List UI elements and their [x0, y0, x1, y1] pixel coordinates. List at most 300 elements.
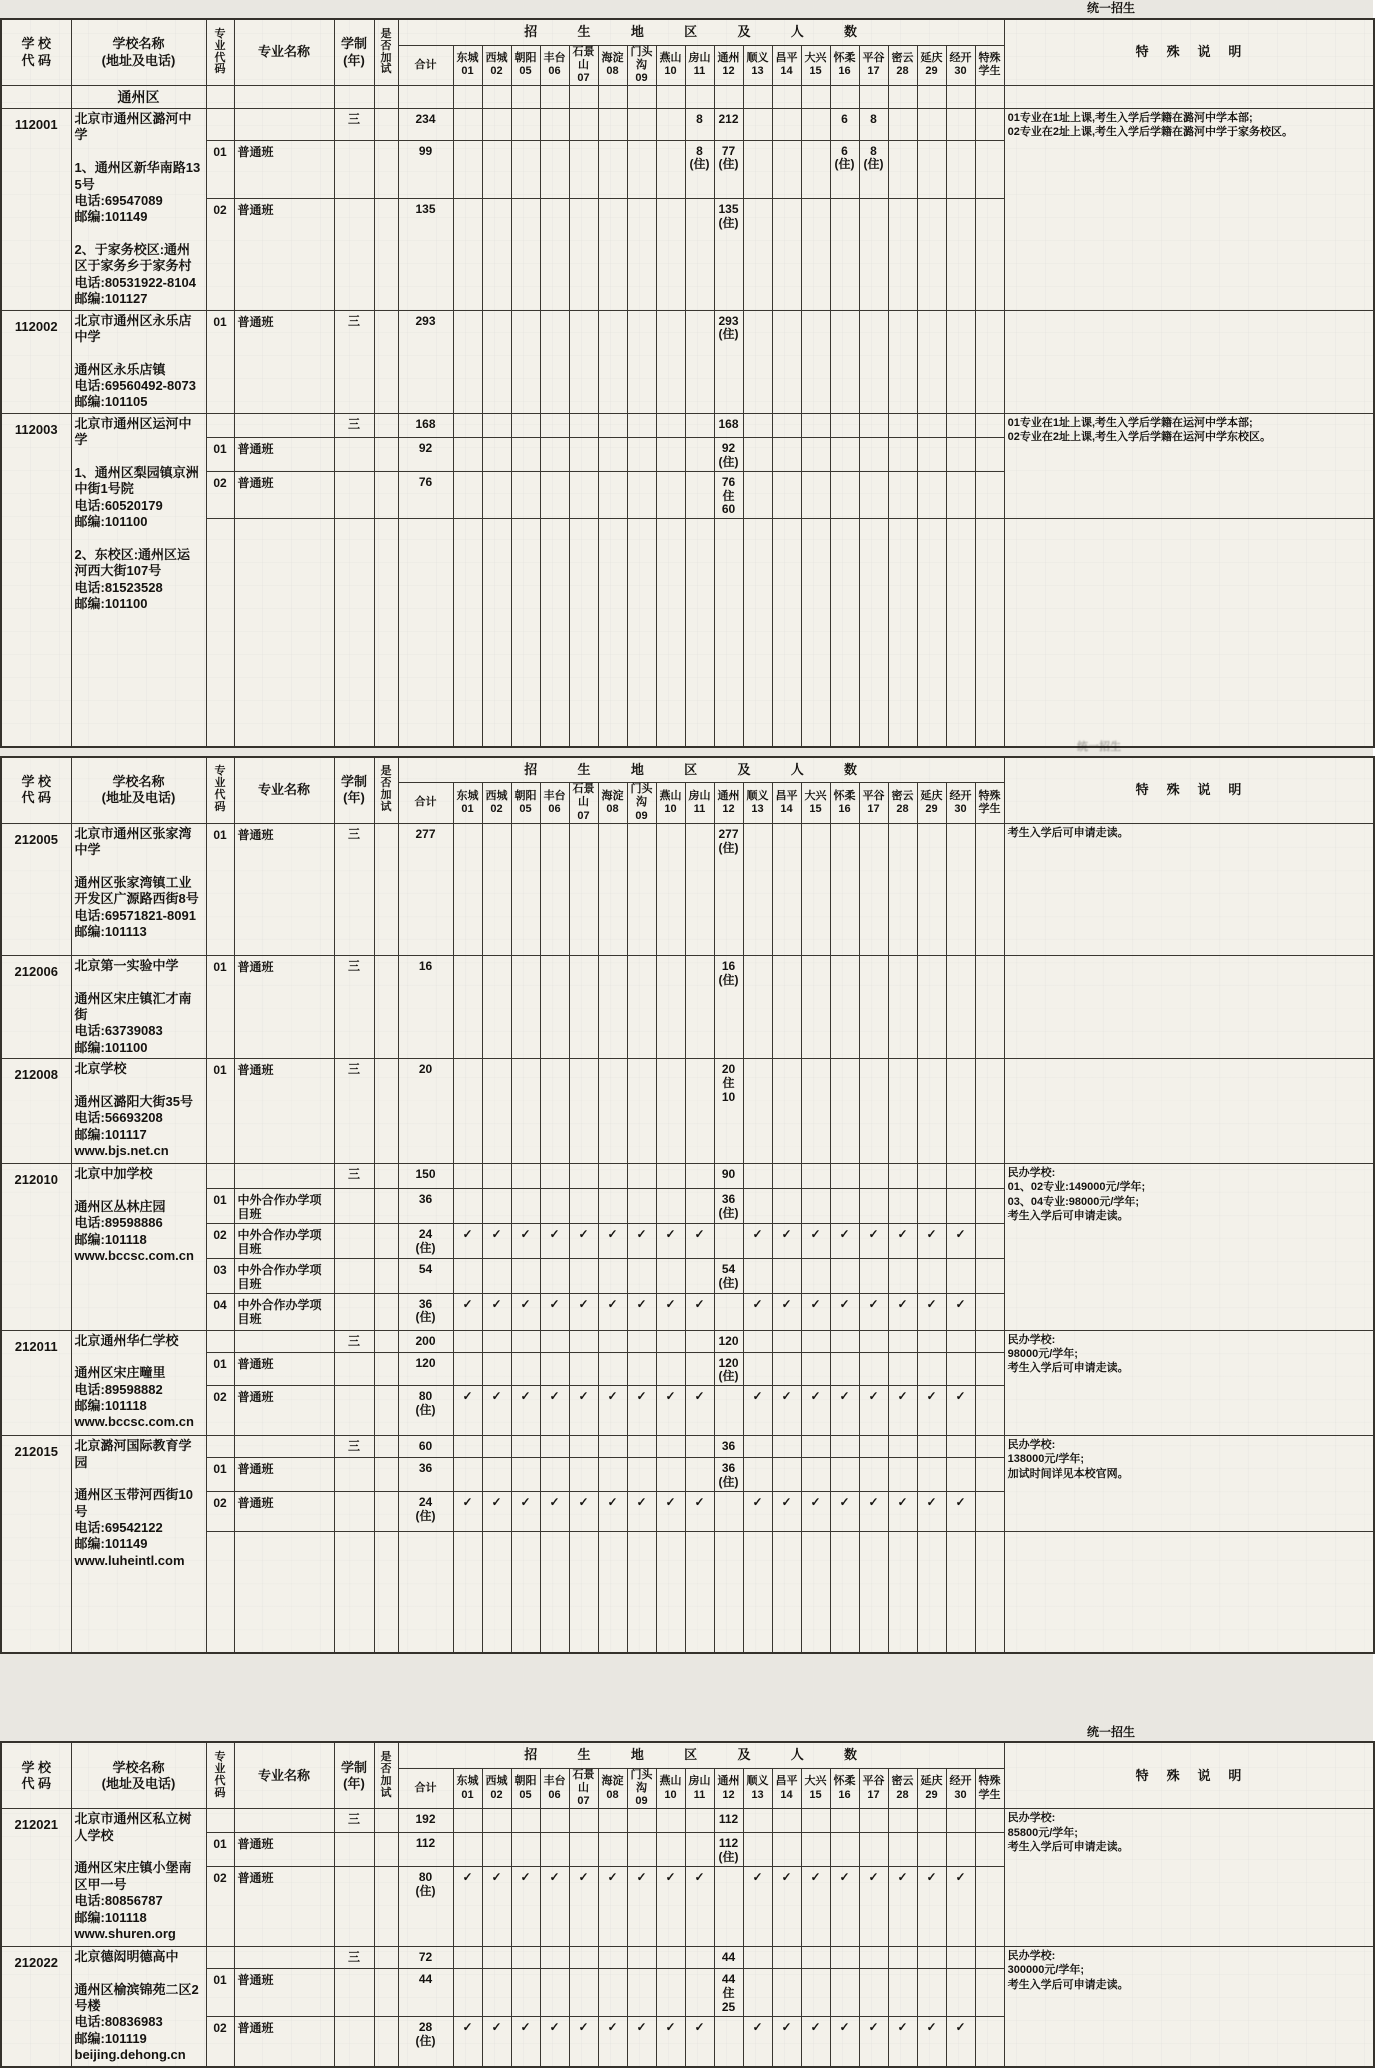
district-checkmark-cell: ✓ [946, 1386, 975, 1436]
district-count-cell [685, 823, 714, 955]
district-count-cell [859, 1352, 888, 1386]
district-count-cell [598, 1833, 627, 1867]
district-count-cell [511, 1969, 540, 2017]
district-count-cell [830, 310, 859, 413]
header-years: 学制 (年) [334, 19, 374, 86]
district-count-cell [743, 1189, 772, 1224]
district-count-cell: 36 [714, 1436, 743, 1458]
district-count-cell [859, 1258, 888, 1293]
district-count-cell [569, 1969, 598, 2017]
empty-cell [830, 519, 859, 747]
district-count-cell [627, 140, 656, 198]
district-count-cell [975, 310, 1004, 413]
district-checkmark-cell: ✓ [453, 1491, 482, 1531]
major-name-cell: 普通班 [234, 1969, 334, 2017]
district-count-cell [685, 1458, 714, 1492]
district-checkmark-cell: ✓ [946, 1491, 975, 1531]
major-code-cell: 02 [206, 198, 234, 310]
district-count-cell [656, 1833, 685, 1867]
header-district-2: 朝阳 05 [511, 783, 540, 824]
total-cell: 135 [398, 198, 453, 310]
district-count-cell [598, 1809, 627, 1833]
empty-cell [656, 1531, 685, 1653]
district-count-cell [482, 1436, 511, 1458]
major-row [1, 955, 1374, 1058]
district-count-cell [946, 413, 975, 437]
empty-cell [917, 519, 946, 747]
empty-cell [206, 519, 234, 747]
district-count-cell [598, 823, 627, 955]
special-note-cell: 民办学校: 01、02专业:149000元/学年; 03、04专业:98000元/学年; 考生入学后可申请走读。 [1004, 1164, 1374, 1331]
special-note-cell: 考生入学后可申请走读。 [1004, 823, 1374, 955]
section-empty-cell [772, 86, 801, 109]
empty-cell [334, 519, 374, 747]
district-count-cell [627, 1458, 656, 1492]
school-code-cell: 212021 [1, 1809, 71, 1947]
district-checkmark-cell: ✓ [685, 1866, 714, 1946]
empty-cell [374, 1531, 398, 1653]
district-checkmark-cell: ✓ [917, 2017, 946, 2067]
district-count-cell [453, 1436, 482, 1458]
district-count-cell [946, 310, 975, 413]
district-count-cell [627, 1330, 656, 1352]
district-count-cell [946, 140, 975, 198]
district-count-cell [975, 1969, 1004, 2017]
district-count-cell [859, 437, 888, 471]
district-count-cell [685, 413, 714, 437]
header-district-6: 门头沟 09 [627, 45, 656, 86]
district-count-cell [888, 140, 917, 198]
major-row [1, 310, 1374, 413]
empty-cell [511, 519, 540, 747]
district-checkmark-cell: ✓ [540, 2017, 569, 2067]
district-count-cell [482, 1458, 511, 1492]
special-note-cell [1004, 1059, 1374, 1164]
district-count-cell: 8 [685, 109, 714, 141]
district-count-cell [598, 1059, 627, 1164]
district-count-cell [917, 1436, 946, 1458]
district-count-cell [859, 471, 888, 518]
district-count-cell [453, 310, 482, 413]
district-checkmark-cell: ✓ [917, 1491, 946, 1531]
district-count-cell [975, 1833, 1004, 1867]
district-count-cell [511, 413, 540, 437]
district-checkmark-cell: ✓ [598, 1293, 627, 1330]
district-count-cell [685, 1258, 714, 1293]
empty-cell [398, 1531, 453, 1653]
district-count-cell [511, 471, 540, 518]
district-checkmark-cell: ✓ [917, 1386, 946, 1436]
district-checkmark-cell: ✓ [685, 1223, 714, 1258]
district-count-cell: 120 (住) [714, 1352, 743, 1386]
district-count-cell [685, 310, 714, 413]
district-count-cell [801, 823, 830, 955]
header-major-code: 专 业 代 码 [206, 19, 234, 86]
district-count-cell [453, 1164, 482, 1189]
district-count-cell [888, 1458, 917, 1492]
district-count-cell [830, 955, 859, 1058]
extra-test-cell [374, 413, 398, 437]
extra-test-cell [374, 1386, 398, 1436]
district-count-cell [801, 198, 830, 310]
total-cell: 99 [398, 140, 453, 198]
district-checkmark-cell: ✓ [482, 2017, 511, 2067]
district-count-cell [888, 413, 917, 437]
district-checkmark-cell: ✓ [859, 1223, 888, 1258]
district-count-cell [859, 198, 888, 310]
district-count-cell [569, 1833, 598, 1867]
header-district-16: 延庆 29 [917, 783, 946, 824]
district-count-cell [772, 823, 801, 955]
total-cell: 92 [398, 437, 453, 471]
header-district-18: 特殊 学生 [975, 783, 1004, 824]
extra-test-cell [374, 1352, 398, 1386]
special-note-cell: 民办学校: 138000元/学年; 加试时间详见本校官网。 [1004, 1436, 1374, 1532]
district-count-cell [946, 437, 975, 471]
empty-cell [830, 1531, 859, 1653]
district-count-cell [569, 1352, 598, 1386]
header-extra-test: 是 否 加 试 [374, 1742, 398, 1809]
district-count-cell [917, 310, 946, 413]
district-count-cell [772, 1436, 801, 1458]
section-empty-cell [374, 86, 398, 109]
major-code-cell: 02 [206, 1223, 234, 1258]
major-code-cell: 03 [206, 1258, 234, 1293]
district-count-cell [511, 1809, 540, 1833]
section-empty-cell [917, 86, 946, 109]
district-count-cell [482, 1258, 511, 1293]
district-count-cell [772, 437, 801, 471]
district-count-cell [743, 437, 772, 471]
district-count-cell [685, 437, 714, 471]
years-cell: 三 [334, 1946, 374, 1968]
district-count-cell [772, 1164, 801, 1189]
district-count-cell [946, 471, 975, 518]
school-total-row [1, 1164, 1374, 1189]
district-count-cell [453, 1330, 482, 1352]
header-district-14: 平谷 17 [859, 1768, 888, 1809]
district-count-cell [830, 1164, 859, 1189]
empty-cell [234, 519, 334, 747]
district-checkmark-cell: ✓ [685, 1491, 714, 1531]
district-count-cell: 168 [714, 413, 743, 437]
district-count-cell: 36 (住) [714, 1189, 743, 1224]
section-empty-cell [540, 86, 569, 109]
empty-cell [946, 519, 975, 747]
district-checkmark-cell: ✓ [743, 1293, 772, 1330]
district-count-cell [685, 1833, 714, 1867]
school-code-cell: 212010 [1, 1164, 71, 1331]
district-checkmark-cell: ✓ [627, 1223, 656, 1258]
district-count-cell [511, 1330, 540, 1352]
extra-test-cell [374, 1223, 398, 1258]
section-empty-cell [888, 86, 917, 109]
district-checkmark-cell: ✓ [453, 1866, 482, 1946]
years-cell: 三 [334, 109, 374, 141]
district-count-cell [975, 1809, 1004, 1833]
major-name-cell: 中外合作办学项目班 [234, 1223, 334, 1258]
major-name-cell: 普通班 [234, 1491, 334, 1531]
empty-note-cell [1004, 519, 1374, 747]
district-count-cell [830, 1833, 859, 1867]
total-cell: 24 (住) [398, 1223, 453, 1258]
district-count-cell [540, 1809, 569, 1833]
district-count-cell [772, 1352, 801, 1386]
district-checkmark-cell: ✓ [627, 1386, 656, 1436]
district-count-cell [511, 1059, 540, 1164]
extra-test-cell [374, 1436, 398, 1458]
district-count-cell [511, 1352, 540, 1386]
district-count-cell [656, 1189, 685, 1224]
district-count-cell [946, 1059, 975, 1164]
district-count-cell [801, 437, 830, 471]
district-count-cell [627, 310, 656, 413]
district-checkmark-cell: ✓ [917, 1866, 946, 1946]
header-district-8: 房山 11 [685, 45, 714, 86]
district-count-cell [801, 1059, 830, 1164]
school-total-row [1, 1946, 1374, 1968]
district-count-cell [627, 471, 656, 518]
district-count-cell [772, 1809, 801, 1833]
district-count-cell [569, 1164, 598, 1189]
district-count-cell [656, 1436, 685, 1458]
district-count-cell [801, 413, 830, 437]
district-checkmark-cell: ✓ [569, 1491, 598, 1531]
total-cell: 293 [398, 310, 453, 413]
major-name-cell [234, 1809, 334, 1833]
district-count-cell [888, 198, 917, 310]
district-count-cell [540, 140, 569, 198]
district-count-cell [888, 1436, 917, 1458]
district-count-cell [743, 310, 772, 413]
district-count-cell [946, 955, 975, 1058]
major-name-cell: 普通班 [234, 823, 334, 955]
district-count-cell: 36 (住) [714, 1458, 743, 1492]
district-count-cell [772, 1330, 801, 1352]
extra-test-cell [374, 1458, 398, 1492]
district-count-cell [511, 1189, 540, 1224]
district-count-cell [743, 413, 772, 437]
district-count-cell [888, 471, 917, 518]
district-count-cell [482, 471, 511, 518]
district-count-cell [482, 310, 511, 413]
district-count-cell [946, 1330, 975, 1352]
district-count-cell [714, 1293, 743, 1330]
district-count-cell [917, 1330, 946, 1352]
district-count-cell [627, 823, 656, 955]
district-count-cell [511, 1164, 540, 1189]
school-total-row [1, 413, 1374, 437]
header-district-14: 平谷 17 [859, 783, 888, 824]
district-count-cell: 92 (住) [714, 437, 743, 471]
district-count-cell [772, 471, 801, 518]
district-count-cell [743, 1164, 772, 1189]
extra-test-cell [374, 823, 398, 955]
header-major-name: 专业名称 [234, 19, 334, 86]
district-count-cell [482, 140, 511, 198]
unified-admission-label-smudged: 统一招生 [1077, 740, 1121, 753]
district-count-cell [888, 1809, 917, 1833]
district-count-cell [540, 1352, 569, 1386]
district-count-cell [482, 437, 511, 471]
district-count-cell [772, 1189, 801, 1224]
section-empty-cell [975, 86, 1004, 109]
total-cell: 36 [398, 1458, 453, 1492]
empty-cell [334, 1531, 374, 1653]
district-count-cell: 16 (住) [714, 955, 743, 1058]
district-checkmark-cell: ✓ [540, 1223, 569, 1258]
header-district-6: 门头沟 09 [627, 1768, 656, 1809]
district-checkmark-cell: ✓ [656, 1866, 685, 1946]
header-district-10: 顺义 13 [743, 45, 772, 86]
district-count-cell [917, 1833, 946, 1867]
district-checkmark-cell: ✓ [540, 1491, 569, 1531]
district-count-cell [830, 413, 859, 437]
major-name-cell: 普通班 [234, 437, 334, 471]
years-cell: 三 [334, 1164, 374, 1189]
header-district-17: 经开 30 [946, 1768, 975, 1809]
district-count-cell [540, 1189, 569, 1224]
district-count-cell [946, 1352, 975, 1386]
district-count-cell [917, 1458, 946, 1492]
major-code-cell [206, 1330, 234, 1352]
district-count-cell [801, 1833, 830, 1867]
district-checkmark-cell: ✓ [540, 1293, 569, 1330]
district-count-cell [859, 1330, 888, 1352]
header-district-1: 西城 02 [482, 783, 511, 824]
district-checkmark-cell: ✓ [656, 1491, 685, 1531]
district-count-cell [453, 1458, 482, 1492]
major-name-cell: 普通班 [234, 140, 334, 198]
district-count-cell [540, 1258, 569, 1293]
district-checkmark-cell: ✓ [627, 1491, 656, 1531]
school-info-cell: 北京市通州区张家湾中学 通州区张家湾镇工业开发区广源路西街8号 电话:69571821-8091 邮编:101113 [71, 823, 206, 955]
district-count-cell: 20 住10 [714, 1059, 743, 1164]
district-count-cell [656, 413, 685, 437]
district-count-cell [946, 823, 975, 955]
district-checkmark-cell: ✓ [482, 1293, 511, 1330]
district-count-cell [598, 1946, 627, 1968]
district-checkmark-cell: ✓ [627, 2017, 656, 2067]
district-count-cell [453, 1258, 482, 1293]
major-code-cell: 02 [206, 1866, 234, 1946]
district-checkmark-cell: ✓ [946, 2017, 975, 2067]
section-empty-cell [656, 86, 685, 109]
years-cell [334, 1833, 374, 1867]
district-count-cell [888, 1833, 917, 1867]
district-count-cell [511, 1946, 540, 1968]
major-code-cell: 02 [206, 1386, 234, 1436]
district-count-cell [685, 1809, 714, 1833]
section-row [1, 86, 1374, 109]
header-district-4: 石景山 07 [569, 45, 598, 86]
district-count-cell [511, 1833, 540, 1867]
district-count-cell [598, 471, 627, 518]
district-count-cell [598, 437, 627, 471]
district-count-cell [772, 198, 801, 310]
district-checkmark-cell: ✓ [627, 1293, 656, 1330]
district-count-cell [801, 1436, 830, 1458]
district-checkmark-cell: ✓ [772, 1866, 801, 1946]
district-count-cell [743, 1352, 772, 1386]
district-count-cell [975, 1164, 1004, 1189]
district-count-cell [685, 471, 714, 518]
header-district-17: 经开 30 [946, 783, 975, 824]
district-count-cell [656, 1969, 685, 2017]
district-count-cell [714, 1866, 743, 1946]
district-count-cell [859, 1969, 888, 2017]
district-checkmark-cell: ✓ [772, 2017, 801, 2067]
district-count-cell [453, 437, 482, 471]
district-checkmark-cell: ✓ [830, 1866, 859, 1946]
district-checkmark-cell: ✓ [743, 1491, 772, 1531]
header-region-count-banner: 招生地区及人数 [398, 1742, 1004, 1768]
section-empty-code [1, 86, 71, 109]
district-checkmark-cell: ✓ [888, 1386, 917, 1436]
district-count-cell [453, 140, 482, 198]
empty-cell [540, 519, 569, 747]
district-count-cell [482, 1352, 511, 1386]
extra-test-cell [374, 1491, 398, 1531]
district-count-cell [859, 1189, 888, 1224]
header-district-14: 平谷 17 [859, 45, 888, 86]
major-row [1, 823, 1374, 955]
section-empty-cell [398, 86, 453, 109]
district-count-cell [801, 1946, 830, 1968]
district-checkmark-cell: ✓ [656, 1223, 685, 1258]
major-name-cell: 普通班 [234, 1386, 334, 1436]
district-count-cell [453, 1352, 482, 1386]
district-count-cell [656, 140, 685, 198]
district-checkmark-cell: ✓ [511, 1293, 540, 1330]
district-checkmark-cell: ✓ [772, 1223, 801, 1258]
district-count-cell [511, 198, 540, 310]
district-count-cell [975, 1458, 1004, 1492]
district-count-cell [975, 1258, 1004, 1293]
district-checkmark-cell: ✓ [743, 1386, 772, 1436]
empty-cell [627, 519, 656, 747]
district-count-cell [685, 955, 714, 1058]
years-cell [334, 1223, 374, 1258]
district-count-cell [482, 1809, 511, 1833]
district-count-cell: 120 [714, 1330, 743, 1352]
years-cell [334, 1386, 374, 1436]
district-count-cell [598, 1330, 627, 1352]
district-count-cell [627, 955, 656, 1058]
district-count-cell [540, 1969, 569, 2017]
district-count-cell [598, 140, 627, 198]
district-checkmark-cell: ✓ [801, 1223, 830, 1258]
district-count-cell [801, 140, 830, 198]
school-code-cell: 212022 [1, 1946, 71, 2066]
district-count-cell [975, 1189, 1004, 1224]
district-count-cell [830, 198, 859, 310]
district-count-cell [946, 109, 975, 141]
district-count-cell [975, 1386, 1004, 1436]
header-total: 合计 [398, 1768, 453, 1809]
district-checkmark-cell: ✓ [888, 1866, 917, 1946]
district-count-cell [656, 1809, 685, 1833]
years-cell: 三 [334, 1059, 374, 1164]
district-count-cell [685, 1969, 714, 2017]
district-count-cell [743, 1330, 772, 1352]
district-count-cell [975, 823, 1004, 955]
district-checkmark-cell: ✓ [598, 1386, 627, 1436]
header-extra-test: 是 否 加 试 [374, 19, 398, 86]
district-checkmark-cell: ✓ [685, 2017, 714, 2067]
district-count-cell [830, 1458, 859, 1492]
empty-cell [398, 519, 453, 747]
